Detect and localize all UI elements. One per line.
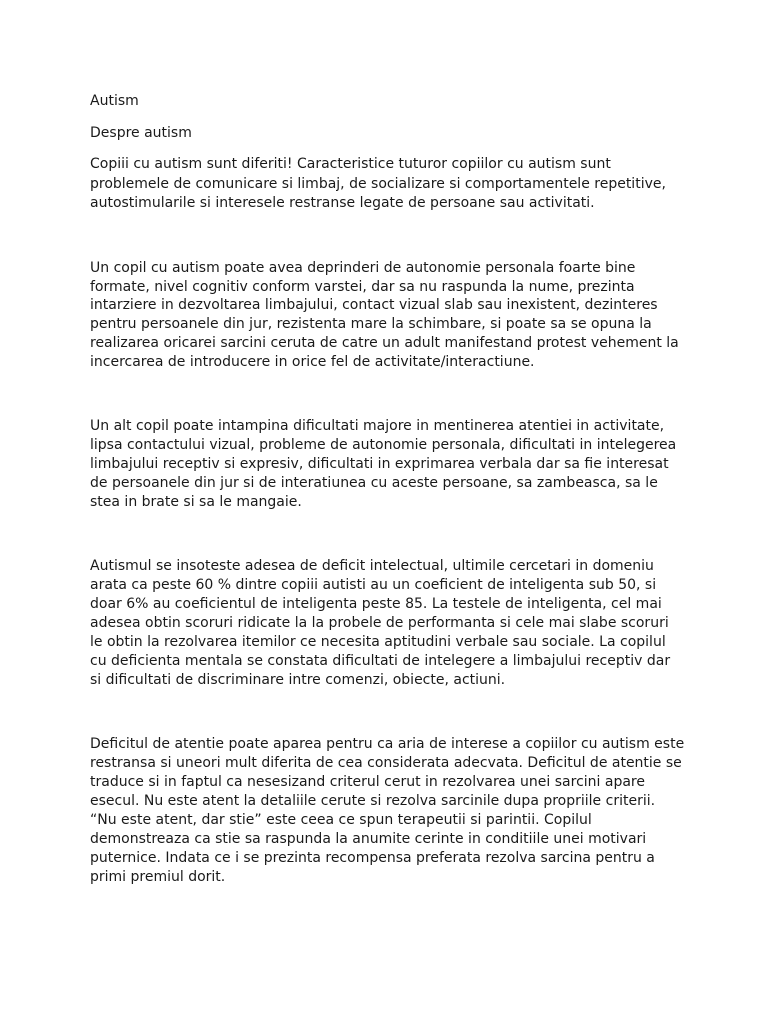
paragraph-line: intarziere in dezvoltarea limbajului, contact vizual slab sau inexistent, dezinteres: [90, 297, 658, 313]
paragraph-line: le obtin la rezolvarea itemilor ce necesita aptitudini verbale sau sociale. La copilul: [90, 634, 666, 650]
paragraph-line: adesea obtin scoruri ridicate la la probele de performanta si cele mai slabe scoruri: [90, 615, 669, 631]
paragraph-line: lipsa contactului vizual, probleme de autonomie personala, dificultati in intelegerea: [90, 437, 677, 453]
paragraph-line: problemele de comunicare si limbaj, de socializare si comportamentele repetitive,: [90, 176, 666, 192]
paragraph-line: Copiii cu autism sunt diferiti! Caracteristice tuturor copiilor cu autism sunt: [90, 156, 611, 172]
paragraph-line: incercarea de introducere in orice fel de activitate/interactiune.: [90, 354, 535, 370]
paragraph-line: si dificultati de discriminare intre comenzi, obiecte, actiuni.: [90, 672, 506, 688]
paragraph-line: stea in brate si sa le mangaie.: [90, 494, 302, 510]
paragraph-line: arata ca peste 60 % dintre copiii autisti au un coeficient de inteligenta sub 50, si: [90, 577, 657, 593]
paragraph-line: traduce si in faptul ca nesesizand criterul cerut in rezolvarea unei sarcini apare: [90, 774, 645, 790]
paragraph-line: formate, nivel cognitiv conform varstei, dar sa nu raspunda la nume, prezinta: [90, 279, 635, 295]
paragraph-line: pentru persoanele din jur, rezistenta mare la schimbare, si poate sa se opuna la: [90, 316, 652, 332]
paragraph-line: limbajului receptiv si expresiv, dificultati in exprimarea verbala dar sa fie interesat: [90, 456, 669, 472]
paragraph-line: Un alt copil poate intampina dificultati majore in mentinerea atentiei in activitate,: [90, 418, 665, 434]
paragraph-line: primi premiul dorit.: [90, 869, 226, 885]
paragraph-line: cu deficienta mentala se constata dificultati de intelegere a limbajului receptiv dar: [90, 653, 671, 669]
paragraph-line: esecul. Nu este atent la detaliile cerute si rezolva sarcinile dupa propriile criterii.: [90, 793, 656, 809]
paragraph-line: puternice. Indata ce i se prezinta recompensa preferata rezolva sarcina pentru a: [90, 850, 655, 866]
paragraph-line: “Nu este atent, dar stie” este ceea ce spun terapeutii si parintii. Copilul: [90, 812, 592, 828]
paragraph-line: de persoanele din jur si de interatiunea cu aceste persoane, sa zambeasca, sa le: [90, 475, 658, 491]
paragraph-line: Autismul se insoteste adesea de deficit intelectual, ultimile cercetari in domeniu: [90, 558, 654, 574]
paragraph-line: autostimularile si interesele restranse legate de persoane sau activitati.: [90, 195, 595, 211]
paragraph-line: Un copil cu autism poate avea deprinderi de autonomie personala foarte bine: [90, 260, 636, 276]
section-heading: Despre autism: [90, 125, 192, 141]
paragraph-line: realizarea oricarei sarcini ceruta de catre un adult manifestand protest vehement la: [90, 335, 679, 351]
paragraph-line: Deficitul de atentie poate aparea pentru ca aria de interese a copiilor cu autism este: [90, 736, 685, 752]
paragraph-line: doar 6% au coeficientul de inteligenta peste 85. La testele de inteligenta, cel mai: [90, 596, 662, 612]
paragraph-line: demonstreaza ca stie sa raspunda la anumite cerinte in conditiile unei motivari: [90, 831, 647, 847]
document-title: Autism: [90, 93, 139, 109]
paragraph-line: restransa si uneori mult diferita de cea considerata adecvata. Deficitul de atentie se: [90, 755, 682, 771]
